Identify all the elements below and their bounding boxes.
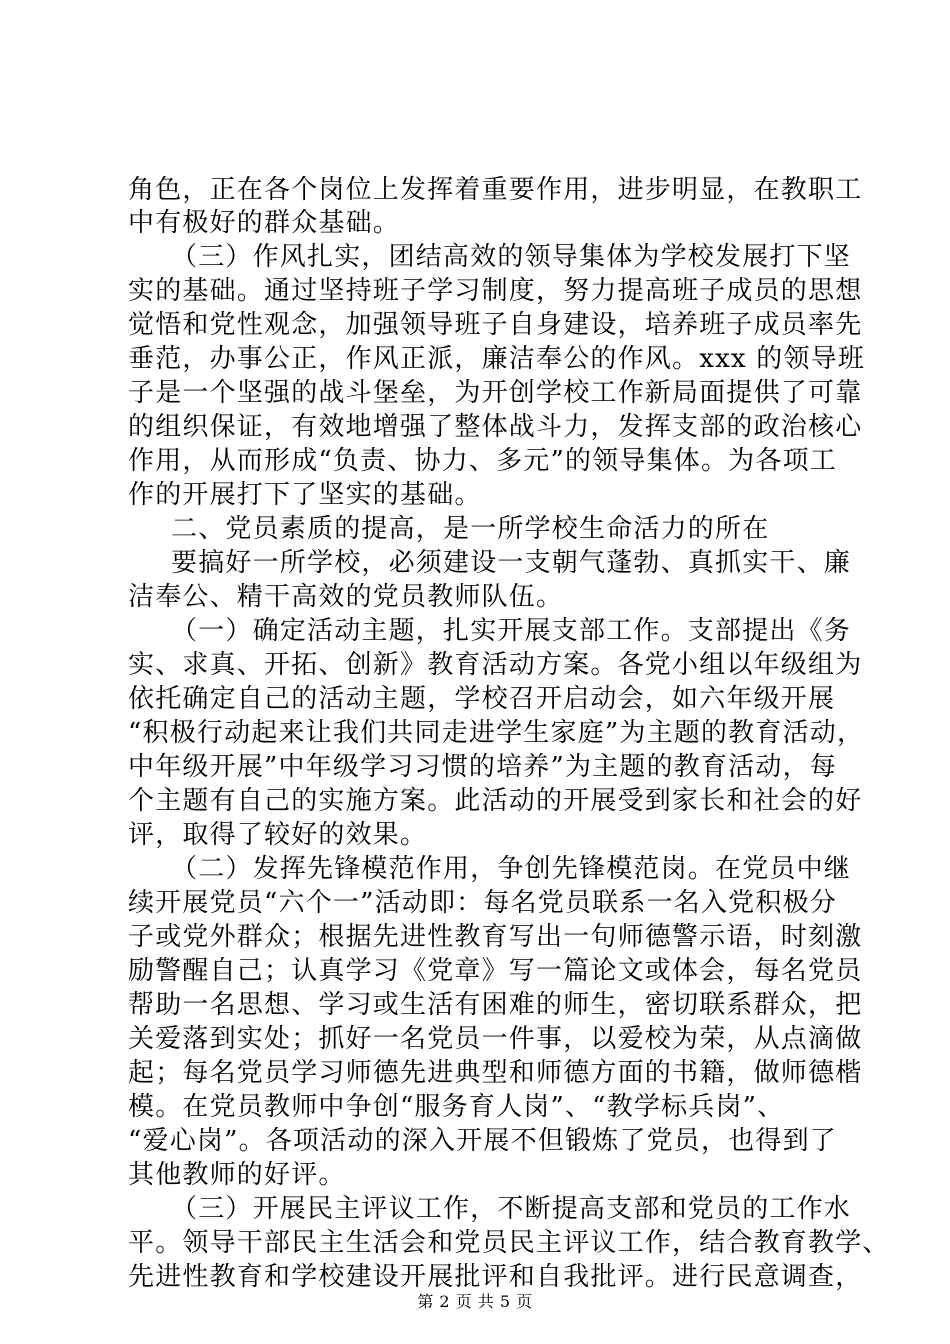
- text-line-27: 起；每名党员学习师德先进典型和师德方面的书籍，做师德楷: [128, 1058, 863, 1088]
- text-line-9: 作用，从而形成“负责、协力、多元”的领导集体。为各项工: [128, 446, 837, 476]
- text-line-15: 实、求真、开拓、创新》教育活动方案。各党小组以年级组为: [128, 650, 863, 680]
- text-line-33: 先进性教育和学校建设开展批评和自我批评。进行民意调查，: [128, 1262, 863, 1292]
- text-line-8: 的组织保证，有效地增强了整体战斗力，发挥支部的政治核心: [128, 412, 863, 442]
- text-line-13: 洁奉公、精干高效的党员教师队伍。: [128, 582, 564, 612]
- text-line-14: （一）确定活动主题，扎实开展支部工作。支部提出《务: [171, 616, 852, 646]
- text-line-28: 模。在党员教师中争创“服务育人岗”、“教学标兵岗”、: [128, 1092, 785, 1122]
- text-line-12: 要搞好一所学校，必须建设一支朝气蓬勃、真抓实干、廉: [171, 548, 852, 578]
- text-line-31: （三）开展民主评议工作，不断提高支部和党员的工作水: [171, 1194, 852, 1224]
- text-line-3: （三）作风扎实，团结高效的领导集体为学校发展打下坚: [171, 242, 852, 272]
- text-line-5: 觉悟和党性观念，加强领导班子自身建设，培养班子成员率先: [128, 310, 863, 340]
- section-heading-2: 二、党员素质的提高，是一所学校生命活力的所在: [171, 514, 770, 544]
- text-line-20: 评，取得了较好的效果。: [128, 820, 428, 850]
- text-line-17: “积极行动起来让我们共同走进学生家庭”为主题的教育活动，: [128, 718, 865, 748]
- text-line-26: 关爱落到实处；抓好一名党员一件事，以爱校为荣，从点滴做: [128, 1024, 863, 1054]
- text-line-7: 子是一个坚强的战斗堡垒，为开创学校工作新局面提供了可靠: [128, 378, 863, 408]
- text-line-4: 实的基础。通过坚持班子学习制度，努力提高班子成员的思想: [128, 276, 863, 306]
- text-line-21: （二）发挥先锋模范作用，争创先锋模范岗。在党员中继: [171, 854, 852, 884]
- text-line-6: 垂范，办事公正，作风正派，廉洁奉公的作风。xxx 的领导班: [128, 344, 866, 374]
- page-number-footer: 第 2 页 共 5 页: [417, 1292, 533, 1311]
- text-line-32: 平。领导干部民主生活会和党员民主评议工作，结合教育教学、: [128, 1228, 890, 1258]
- text-line-1: 角色，正在各个岗位上发挥着重要作用，进步明显，在教职工: [128, 175, 863, 205]
- text-line-18: 中年级开展”中年级学习习惯的培养”为主题的教育活动，每: [128, 752, 837, 782]
- text-line-29: “爱心岗”。各项活动的深入开展不但锻炼了党员，也得到了: [128, 1126, 837, 1156]
- text-line-19: 个主题有自己的实施方案。此活动的开展受到家长和社会的好: [128, 786, 863, 816]
- text-line-16: 依托确定自己的活动主题，学校召开启动会，如六年级开展: [128, 684, 836, 714]
- text-line-22: 续开展党员“六个一”活动即：每名党员联系一名入党积极分: [128, 888, 837, 918]
- text-line-25: 帮助一名思想、学习或生活有困难的师生，密切联系群众，把: [128, 990, 863, 1020]
- text-line-2: 中有极好的群众基础。: [128, 208, 401, 238]
- text-line-24: 励警醒自己；认真学习《党章》写一篇论文或体会，每名党员: [128, 956, 863, 986]
- text-line-23: 子或党外群众；根据先进性教育写出一句师德警示语，时刻激: [128, 922, 863, 952]
- text-line-30: 其他教师的好评。: [128, 1160, 346, 1190]
- text-line-10: 作的开展打下了坚实的基础。: [128, 480, 482, 510]
